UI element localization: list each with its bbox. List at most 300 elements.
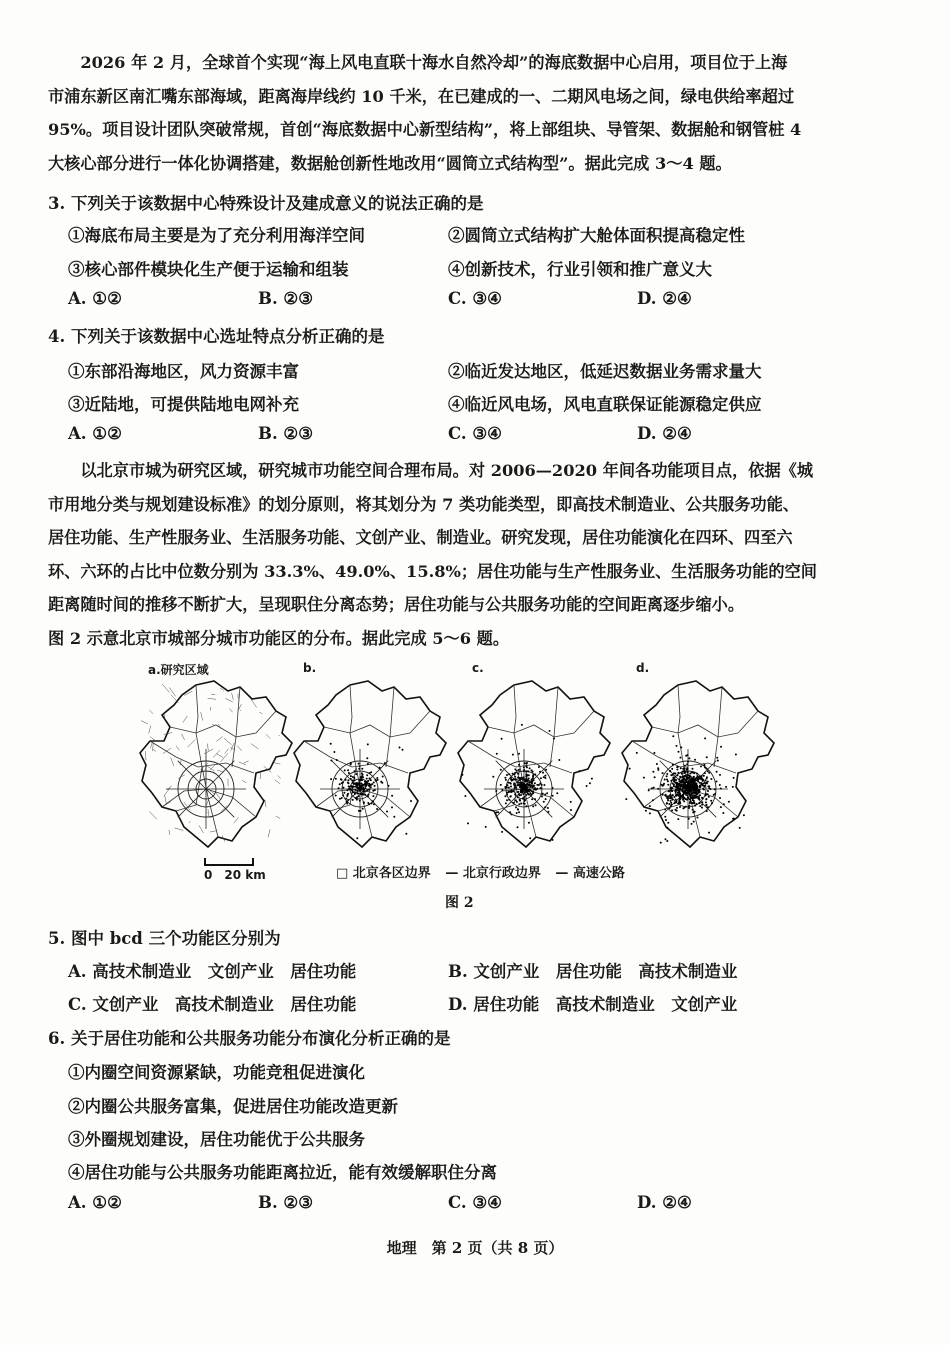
function-point <box>719 797 721 799</box>
function-point <box>357 784 359 786</box>
function-point <box>363 788 365 790</box>
function-point <box>402 749 404 751</box>
function-point <box>684 786 686 788</box>
function-point <box>373 803 375 805</box>
function-point <box>354 770 356 772</box>
function-point <box>694 797 696 799</box>
function-point <box>548 811 550 813</box>
function-point <box>707 770 709 772</box>
function-point <box>672 764 674 766</box>
passage-1 <box>48 46 904 180</box>
function-point <box>366 757 368 759</box>
function-point <box>676 790 678 792</box>
township-boundary <box>199 825 204 833</box>
function-point <box>706 810 708 812</box>
function-point <box>388 785 390 787</box>
function-point <box>693 790 695 792</box>
function-point <box>591 778 593 780</box>
function-point <box>664 779 666 781</box>
function-point <box>691 792 693 794</box>
function-point <box>682 796 684 798</box>
function-point <box>516 801 518 803</box>
function-point <box>510 813 512 815</box>
function-point <box>683 797 685 799</box>
function-point <box>525 765 527 767</box>
function-point <box>682 771 684 773</box>
function-point <box>704 766 706 768</box>
function-point <box>501 738 503 740</box>
function-point <box>514 776 516 778</box>
function-point <box>694 811 696 813</box>
function-point <box>531 783 533 785</box>
passage-line: 距离随时间的推移不断扩大，呈现职住分离态势；居住功能与公共服务功能的空间距离逐步缩小。 <box>48 595 745 615</box>
function-point <box>410 800 412 802</box>
function-point <box>504 777 506 779</box>
map-legend <box>336 862 635 881</box>
function-point <box>694 805 696 807</box>
function-point <box>533 785 535 787</box>
function-point <box>518 764 520 766</box>
function-point <box>369 777 371 779</box>
function-point <box>544 777 546 779</box>
function-point <box>699 802 701 804</box>
function-point <box>391 806 393 808</box>
function-point <box>370 771 372 773</box>
function-point <box>544 794 546 796</box>
function-point <box>330 743 332 745</box>
function-point <box>570 809 572 811</box>
function-point <box>510 778 512 780</box>
function-point <box>529 767 531 769</box>
district-boundary <box>488 711 594 737</box>
function-point <box>701 801 703 803</box>
function-point <box>509 796 511 798</box>
function-point <box>500 769 502 771</box>
township-boundary <box>251 744 258 749</box>
function-point <box>367 763 369 765</box>
function-point <box>692 771 694 773</box>
function-point <box>330 760 332 762</box>
function-point <box>333 751 335 753</box>
function-point <box>529 837 531 839</box>
function-point <box>696 773 698 775</box>
function-point <box>522 779 524 781</box>
district-boundary <box>170 711 276 737</box>
page-footer: 地理 第 2 页（共 8 页） <box>386 1239 564 1257</box>
admin-boundary <box>294 681 446 847</box>
function-point <box>511 789 513 791</box>
function-point <box>678 794 680 796</box>
function-point <box>547 807 549 809</box>
passage-line: 图 2 示意北京市城部分城市功能区的分布。据此完成 5～6 题。 <box>48 628 510 648</box>
function-point <box>675 794 677 796</box>
function-point <box>732 818 734 820</box>
function-point <box>717 760 719 762</box>
function-point <box>508 787 510 789</box>
function-point <box>676 810 678 812</box>
township-boundary <box>181 734 184 740</box>
function-point <box>518 811 520 813</box>
function-point <box>517 808 519 810</box>
function-point <box>579 770 581 772</box>
q4-item-2: ②临近发达地区，低延迟数据业务需求量大 <box>448 362 762 381</box>
function-point <box>549 730 551 732</box>
township-boundary <box>169 830 170 835</box>
function-point <box>694 794 696 796</box>
function-point <box>370 779 372 781</box>
function-point <box>368 783 370 785</box>
function-point <box>517 773 519 775</box>
function-point <box>519 777 521 779</box>
function-point <box>514 794 516 796</box>
township-boundary <box>244 761 249 763</box>
question-5-stem: 5. 图中 bcd 三个功能区分别为 <box>48 929 281 948</box>
function-point <box>533 788 535 790</box>
function-point <box>367 794 369 796</box>
function-point <box>671 768 673 770</box>
function-point <box>661 784 663 786</box>
function-point <box>688 818 690 820</box>
q5-choice-c[interactable]: C. 文创产业 高技术制造业 居住功能 <box>68 995 357 1014</box>
function-point <box>705 804 707 806</box>
function-point <box>508 773 510 775</box>
function-point <box>374 785 376 787</box>
function-point <box>485 826 487 828</box>
function-point <box>702 788 704 790</box>
township-boundary <box>278 775 281 778</box>
q6-choice-a[interactable]: A. ①② <box>68 1193 122 1212</box>
function-point <box>677 785 679 787</box>
function-point <box>675 800 677 802</box>
map-panel-a <box>136 677 296 852</box>
township-boundary <box>217 770 224 772</box>
function-point <box>703 775 705 777</box>
function-point <box>689 798 691 800</box>
function-point <box>684 775 686 777</box>
function-point <box>686 772 688 774</box>
q3-choice-d[interactable]: D. ②④ <box>637 289 692 308</box>
function-point <box>683 782 685 784</box>
function-point <box>540 777 542 779</box>
function-point <box>534 774 536 776</box>
function-point <box>523 798 525 800</box>
function-point <box>667 822 669 824</box>
function-point <box>519 800 521 802</box>
function-point <box>667 795 669 797</box>
passage-line: 居住功能、生产性服务业、生活服务功能、文创产业、制造业。研究发现，居住功能演化在四环、四至六 <box>48 528 793 548</box>
q4-choice-c[interactable]: C. ③④ <box>448 424 502 443</box>
function-point <box>694 783 696 785</box>
function-point <box>354 791 356 793</box>
function-point <box>374 789 376 791</box>
function-point <box>504 795 506 797</box>
function-point <box>722 812 724 814</box>
function-point <box>666 827 668 829</box>
township-boundary <box>266 734 271 739</box>
function-point <box>673 780 675 782</box>
function-point <box>518 753 520 755</box>
township-boundary <box>208 744 209 751</box>
q6-choice-b[interactable]: B. ②③ <box>258 1193 314 1212</box>
function-point <box>700 782 702 784</box>
township-boundary <box>176 746 179 750</box>
q4-choice-d[interactable]: D. ②④ <box>637 424 692 443</box>
function-point <box>689 785 691 787</box>
function-point <box>525 794 527 796</box>
township-boundary <box>225 749 229 754</box>
q3-choice-b[interactable]: B. ②③ <box>258 289 314 308</box>
q6-choice-d[interactable]: D. ②④ <box>637 1193 692 1212</box>
function-point <box>525 775 527 777</box>
function-point <box>359 765 361 767</box>
function-point <box>679 799 681 801</box>
function-point <box>654 776 656 778</box>
function-point <box>338 787 340 789</box>
function-point <box>700 778 702 780</box>
function-point <box>526 779 528 781</box>
function-point <box>666 779 668 781</box>
function-point <box>687 796 689 798</box>
function-point <box>361 772 363 774</box>
function-point <box>720 788 722 790</box>
q3-choice-c[interactable]: C. ③④ <box>448 289 502 308</box>
function-point <box>362 808 364 810</box>
function-point <box>673 796 675 798</box>
function-point <box>365 785 367 787</box>
function-point <box>676 766 678 768</box>
function-point <box>697 817 699 819</box>
township-boundary <box>210 817 212 818</box>
function-point <box>678 778 680 780</box>
function-point <box>524 787 526 789</box>
function-point <box>364 791 366 793</box>
township-boundary <box>276 816 280 819</box>
function-point <box>662 772 664 774</box>
function-point <box>708 772 710 774</box>
function-point <box>667 780 669 782</box>
q4-choice-a[interactable]: A. ①② <box>68 424 122 443</box>
function-point <box>522 784 524 786</box>
function-point <box>552 795 554 797</box>
function-point <box>384 762 386 764</box>
q6-item-3: ③外圈规划建设，居住功能优于公共服务 <box>68 1130 365 1149</box>
function-point <box>671 809 673 811</box>
function-point <box>532 791 534 793</box>
function-point <box>688 807 690 809</box>
township-boundary <box>169 687 175 696</box>
function-point <box>352 799 354 801</box>
township-boundary <box>164 802 171 806</box>
function-point <box>371 802 373 804</box>
function-point <box>362 793 364 795</box>
function-point <box>365 781 367 783</box>
function-point <box>496 811 498 813</box>
function-point <box>344 769 346 771</box>
function-point <box>521 786 523 788</box>
function-point <box>365 783 367 785</box>
function-point <box>636 752 638 754</box>
q5-choice-b[interactable]: B. 文创产业 居住功能 高技术制造业 <box>448 962 738 981</box>
function-point <box>526 763 528 765</box>
function-point <box>665 794 667 796</box>
function-point <box>386 811 388 813</box>
function-point <box>629 768 631 770</box>
function-point <box>532 805 534 807</box>
function-point <box>707 806 709 808</box>
q5-choice-a[interactable]: A. 高技术制造业 文创产业 居住功能 <box>68 962 357 981</box>
function-point <box>341 782 343 784</box>
township-boundary <box>232 693 234 700</box>
function-point <box>687 754 689 756</box>
function-point <box>506 799 508 801</box>
function-point <box>543 801 545 803</box>
function-point <box>366 774 368 776</box>
passage-line: 环、六环的占比中位数分别为 33.3%、49.0%、15.8%；居住功能与生产性服务业、生活服务功能的空间 <box>48 561 817 581</box>
function-point <box>673 772 675 774</box>
function-point <box>361 768 363 770</box>
q3-item-3: ③核心部件模块化生产便于运输和组装 <box>68 260 349 279</box>
function-point <box>701 807 703 809</box>
function-point <box>509 782 511 784</box>
township-boundary <box>188 740 196 748</box>
function-point <box>496 753 498 755</box>
function-point <box>343 787 345 789</box>
q3-item-1: ①海底布局主要是为了充分利用海洋空间 <box>68 226 365 245</box>
function-point <box>672 794 674 796</box>
function-point <box>522 791 524 793</box>
function-point <box>505 779 507 781</box>
function-point <box>348 772 350 774</box>
function-point <box>672 735 674 737</box>
function-point <box>359 779 361 781</box>
function-point <box>363 802 365 804</box>
function-point <box>514 772 516 774</box>
function-point <box>684 770 686 772</box>
function-point <box>689 778 691 780</box>
function-point <box>541 784 543 786</box>
function-point <box>367 743 369 745</box>
function-point <box>341 797 343 799</box>
district-boundary <box>386 687 394 767</box>
figure-caption: 图 2 <box>445 895 474 911</box>
function-point <box>514 778 516 780</box>
function-point <box>533 779 535 781</box>
function-point <box>336 759 338 761</box>
function-point <box>348 788 350 790</box>
q5-choice-d[interactable]: D. 居住功能 高技术制造业 文创产业 <box>448 995 738 1014</box>
function-point <box>670 780 672 782</box>
function-point <box>662 793 664 795</box>
function-point <box>357 790 359 792</box>
function-point <box>649 812 651 814</box>
function-point <box>674 802 676 804</box>
function-point <box>524 803 526 805</box>
function-point <box>339 798 341 800</box>
q4-item-1: ①东部沿海地区，风力资源丰富 <box>68 362 299 381</box>
function-point <box>515 806 517 808</box>
q6-choice-c[interactable]: C. ③④ <box>448 1193 502 1212</box>
legend-admin-boundary: — 北京行政边界 <box>445 866 541 881</box>
function-point <box>534 798 536 800</box>
function-point <box>674 776 676 778</box>
function-point <box>517 784 519 786</box>
function-point <box>667 784 669 786</box>
township-boundary <box>234 817 239 823</box>
function-point <box>512 754 514 756</box>
function-point <box>350 778 352 780</box>
function-point <box>509 811 511 813</box>
function-point <box>692 768 694 770</box>
township-boundary <box>229 709 232 713</box>
function-point <box>675 792 677 794</box>
township-boundary <box>210 763 217 770</box>
passage-line: 市用地分类与规划建设标准》的划分原则，将其划分为 7 类功能类型，即高技术制造业、公共服务功能、 <box>48 494 799 514</box>
function-point <box>570 801 572 803</box>
function-point <box>686 778 688 780</box>
function-point <box>696 803 698 805</box>
panel-label-c: c. <box>472 661 484 675</box>
function-point <box>643 777 645 779</box>
function-point <box>673 785 675 787</box>
function-point <box>364 794 366 796</box>
function-point <box>670 774 672 776</box>
function-point <box>350 775 352 777</box>
function-point <box>651 787 653 789</box>
function-point <box>368 785 370 787</box>
function-point <box>525 805 527 807</box>
function-point <box>645 810 647 812</box>
q6-item-1: ①内圈空间资源紧缺，功能竞租促进演化 <box>68 1063 365 1082</box>
function-point <box>506 792 508 794</box>
function-point <box>665 819 667 821</box>
function-point <box>367 780 369 782</box>
function-point <box>528 774 530 776</box>
q4-choice-b[interactable]: B. ②③ <box>258 424 314 443</box>
function-point <box>346 801 348 803</box>
function-point <box>370 786 372 788</box>
function-point <box>678 751 680 753</box>
function-point <box>516 812 518 814</box>
function-point <box>366 778 368 780</box>
function-point <box>523 793 525 795</box>
function-point <box>708 832 710 834</box>
function-point <box>705 801 707 803</box>
function-point <box>528 790 530 792</box>
function-point <box>495 790 497 792</box>
function-point <box>354 789 356 791</box>
function-point <box>359 800 361 802</box>
function-point <box>356 837 358 839</box>
function-point <box>653 752 655 754</box>
function-point <box>714 793 716 795</box>
function-point <box>673 778 675 780</box>
function-point <box>376 777 378 779</box>
function-point <box>552 839 554 841</box>
function-point <box>510 786 512 788</box>
function-point <box>524 779 526 781</box>
function-point <box>391 795 393 797</box>
township-boundary <box>153 749 156 752</box>
function-point <box>358 768 360 770</box>
function-point <box>666 773 668 775</box>
q3-choice-a[interactable]: A. ①② <box>68 289 122 308</box>
function-point <box>355 797 357 799</box>
function-point <box>542 772 544 774</box>
function-point <box>666 775 668 777</box>
function-point <box>671 787 673 789</box>
function-point <box>535 804 537 806</box>
function-point <box>376 808 378 810</box>
